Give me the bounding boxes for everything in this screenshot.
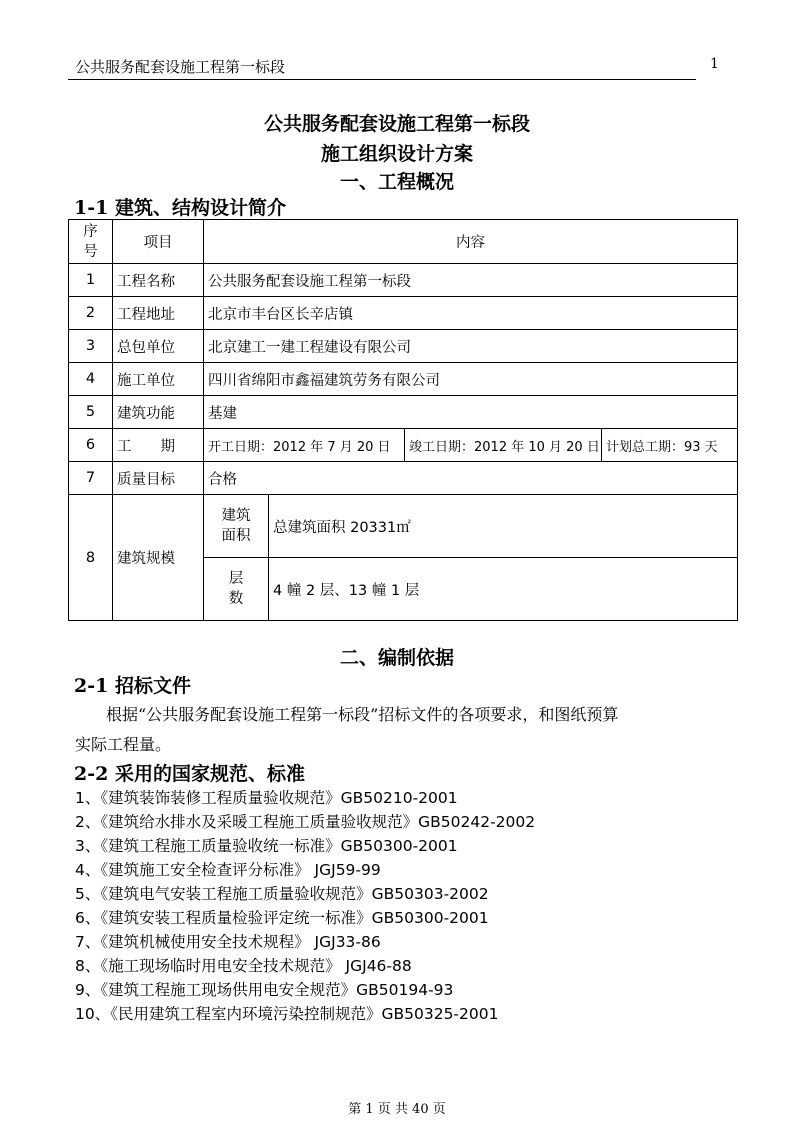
area-value: 总建筑面积 20331㎡ [269,495,738,558]
header-item: 项目 [113,220,204,264]
table-row [69,396,738,429]
table-row-schedule [69,429,738,462]
section-2-1-heading: 2-1 招标文件 [74,675,191,697]
table-row [69,462,738,495]
header-rule [68,79,696,80]
row-number: 7 [69,462,113,495]
standard-item: 4、《建筑施工安全检查评分标准》 JGJ59-99 [75,861,381,879]
start-date: 开工日期：2012 年 7 月 20 日 [204,429,405,462]
standard-item: 9、《建筑工程施工现场供用电安全规范》GB50194-93 [75,981,454,999]
row-item: 建筑规模 [113,495,204,621]
running-header: 公共服务配套设施工程第一标段 [75,58,286,76]
doc-title-line2: 施工组织设计方案 [320,143,473,165]
page-footer: 第 1 页 共 40 页 [348,1102,446,1117]
project-overview-table [68,219,738,621]
standard-item: 3、《建筑工程施工质量验收统一标准》GB50300-2001 [75,837,458,855]
row-content: 北京市丰台区长辛店镇 [204,297,738,330]
table-row [69,363,738,396]
row-number: 5 [69,396,113,429]
row-content: 合格 [204,462,738,495]
row-number: 8 [69,495,113,621]
row-content: 公共服务配套设施工程第一标段 [204,264,738,297]
standard-item: 10、《民用建筑工程室内环境污染控制规范》GB50325-2001 [75,1005,499,1023]
chapter-2-heading: 二、编制依据 [339,647,454,669]
row-content: 四川省绵阳市鑫福建筑劳务有限公司 [204,363,738,396]
row-content: 北京建工一建工程建设有限公司 [204,330,738,363]
header-seq: 序 号 [69,220,113,264]
standard-item: 2、《建筑给水排水及采暖工程施工质量验收规范》GB50242-2002 [75,813,536,831]
sub-label-floors: 层 数 [204,558,269,621]
sub-label-area: 建筑 面积 [204,495,269,558]
row-item: 总包单位 [113,330,204,363]
total-duration: 计划总工期：93 天 [602,429,738,462]
standard-item: 6、《建筑安装工程质量检验评定统一标准》GB50300-2001 [75,909,489,927]
row-item: 质量目标 [113,462,204,495]
table-row [69,330,738,363]
paragraph-line: 实际工程量。 [75,735,172,754]
row-number: 1 [69,264,113,297]
table-row-scale-area [69,495,738,558]
standard-item: 7、《建筑机械使用安全技术规程》 JGJ33-86 [75,933,381,951]
row-item: 工 期 [113,429,204,462]
table-header-row [69,220,738,264]
chapter-1-heading: 一、工程概况 [339,171,454,193]
row-number: 4 [69,363,113,396]
row-item: 建筑功能 [113,396,204,429]
header-page-number: 1 [710,56,719,72]
row-number: 6 [69,429,113,462]
end-date: 竣工日期：2012 年 10 月 20 日 [405,429,602,462]
row-content: 基建 [204,396,738,429]
row-item: 施工单位 [113,363,204,396]
standard-item: 8、《施工现场临时用电安全技术规范》 JGJ46-88 [75,957,412,975]
standard-item: 1、《建筑装饰装修工程质量验收规范》GB50210-2001 [75,789,458,807]
row-item: 工程地址 [113,297,204,330]
doc-title-line1: 公共服务配套设施工程第一标段 [263,113,530,135]
standard-item: 5、《建筑电气安装工程施工质量验收规范》GB50303-2002 [75,885,489,903]
row-item: 工程名称 [113,264,204,297]
row-number: 3 [69,330,113,363]
paragraph-line: 根据“公共服务配套设施工程第一标段”招标文件的各项要求，和图纸预算 [106,705,619,724]
table-row [69,297,738,330]
section-2-2-heading: 2-2 采用的国家规范、标准 [74,763,305,785]
table-row [69,264,738,297]
header-content: 内容 [204,220,738,264]
floors-value: 4 幢 2 层、13 幢 1 层 [269,558,738,621]
section-1-1-heading: 1-1 建筑、结构设计简介 [74,197,286,219]
row-number: 2 [69,297,113,330]
